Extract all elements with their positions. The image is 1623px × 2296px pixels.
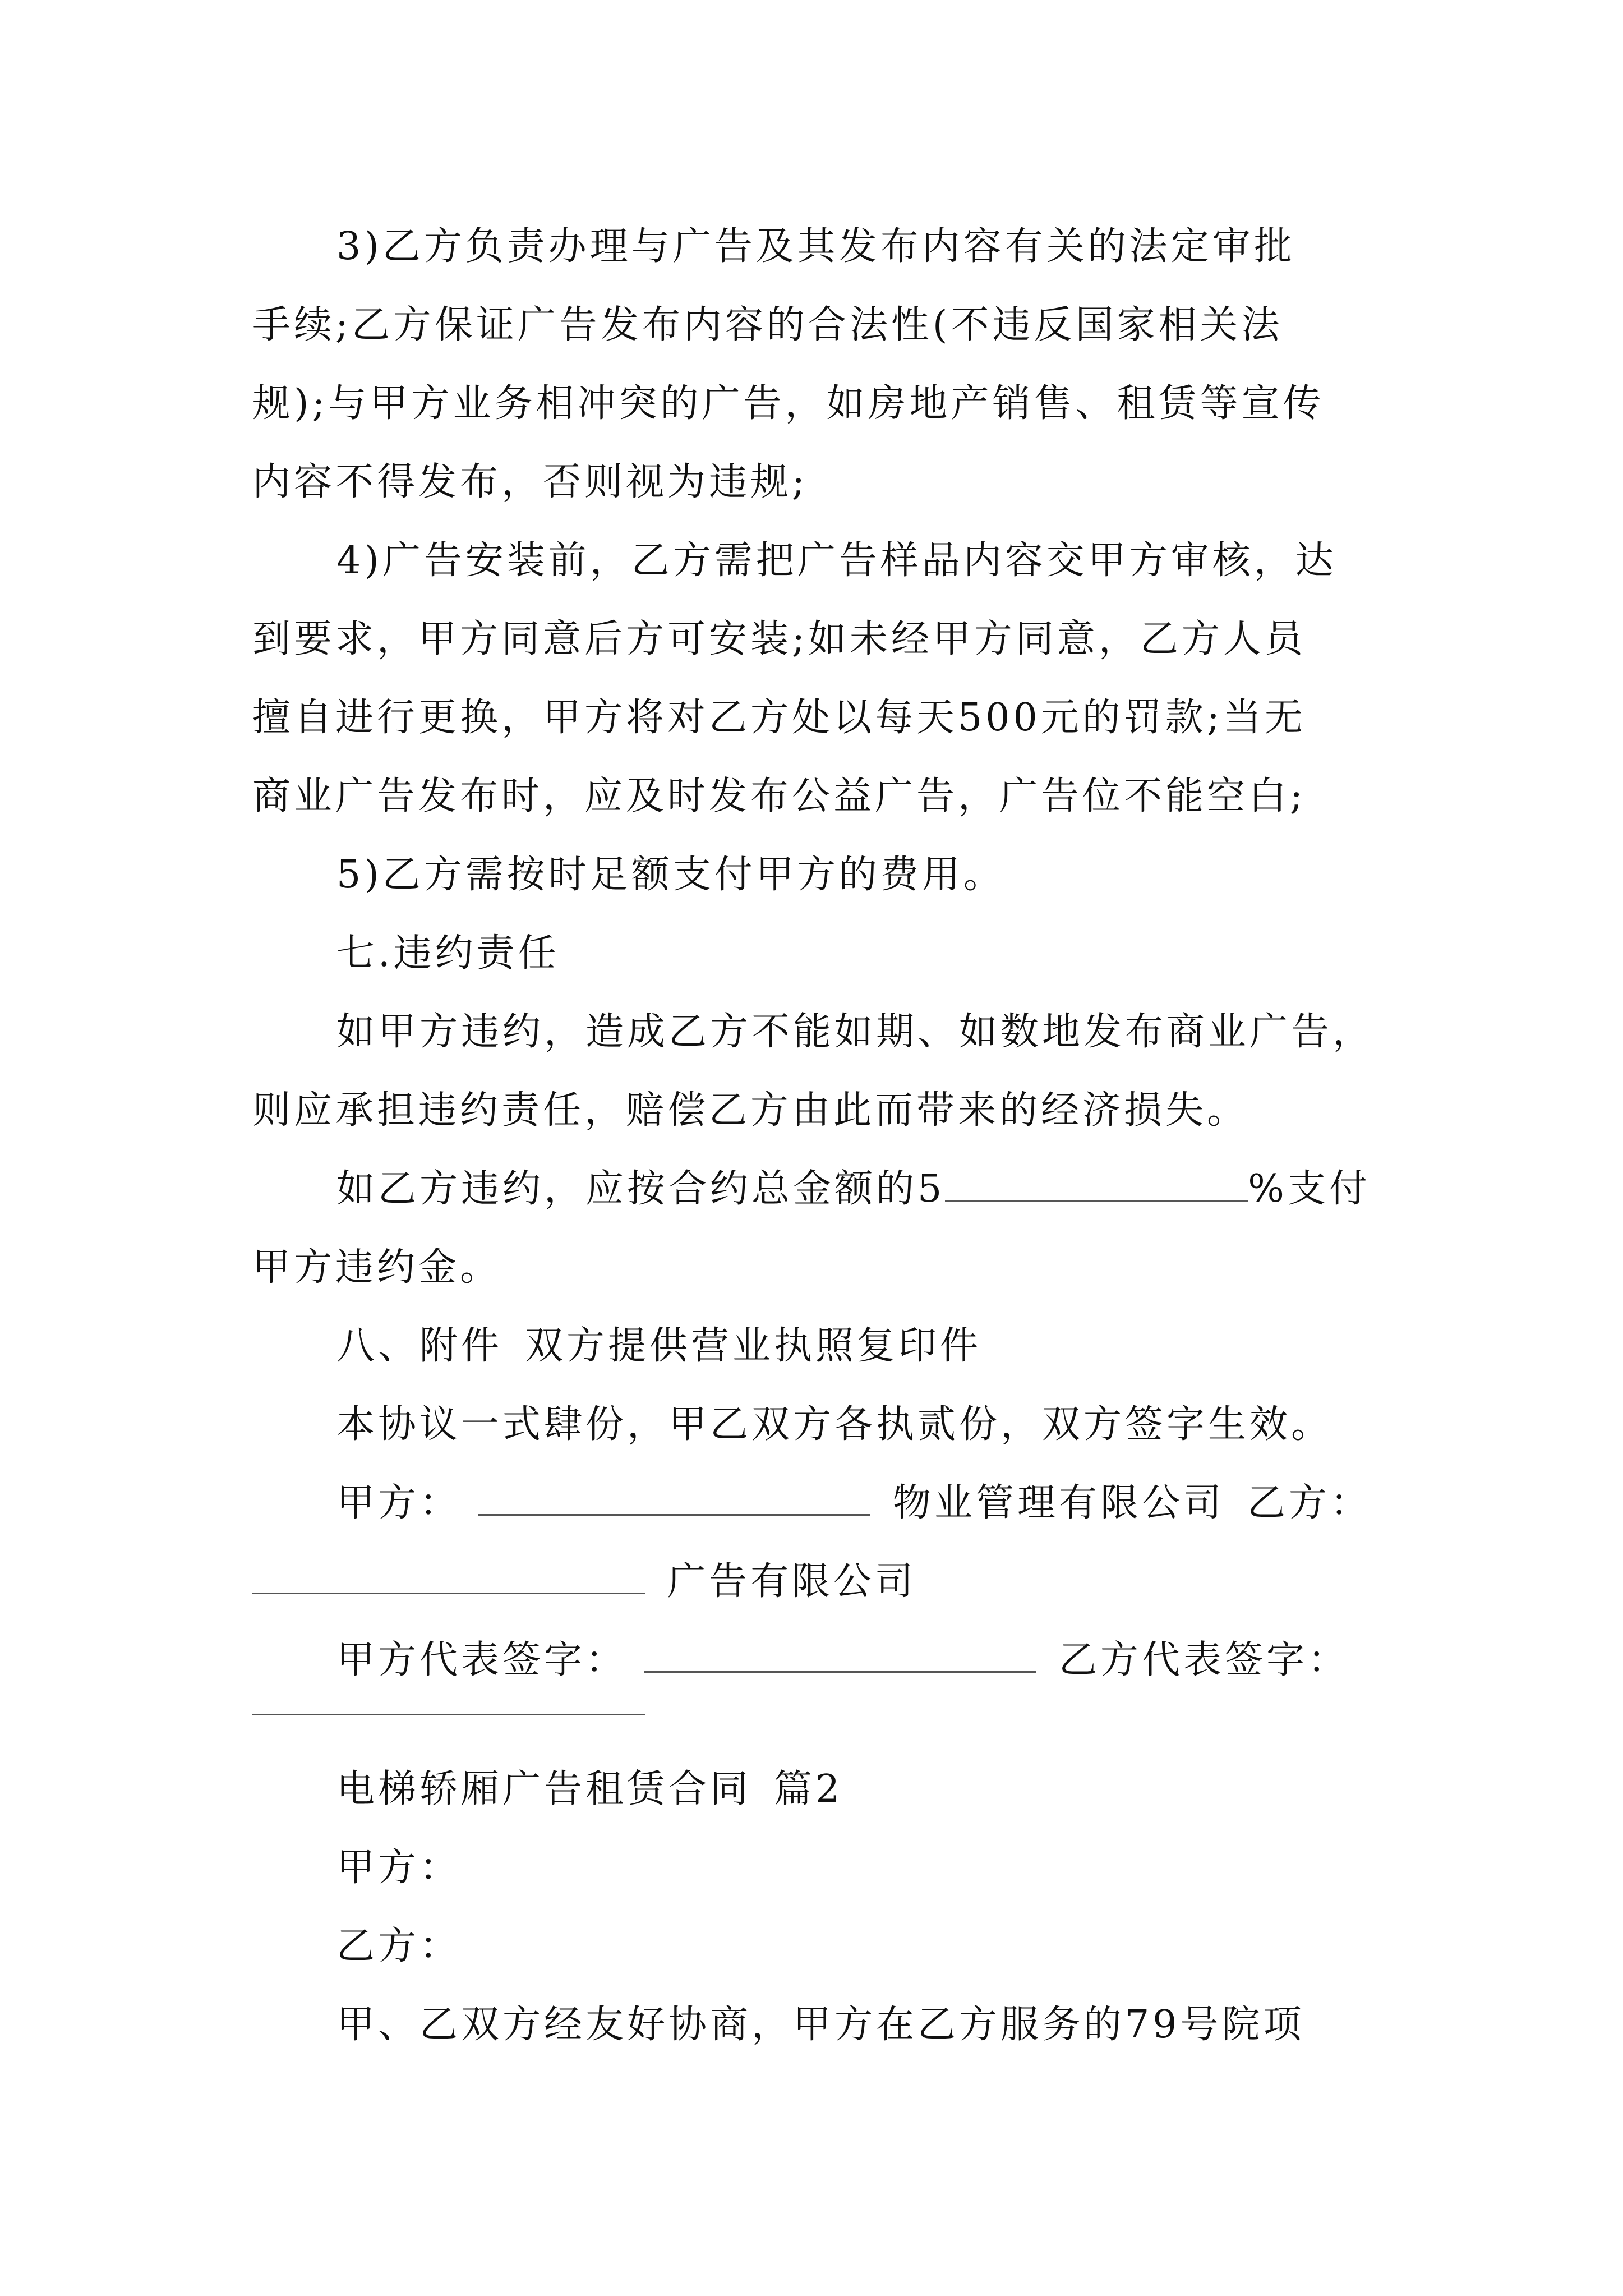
paragraph-line: 甲方违约金。 — [252, 1245, 502, 1290]
paragraph-line — [336, 1161, 1371, 1217]
paragraph-line: 则应承担违约责任，赔偿乙方由此而带来的经济损失。 — [252, 1088, 1249, 1133]
paragraph-line: 到要求，甲方同意后方可安装;如未经甲方同意，乙方人员 — [252, 617, 1306, 661]
party-b-line: 乙方： — [336, 1924, 462, 1968]
representative-signature-line — [336, 1632, 1349, 1688]
party-a-company: 物业管理有限公司 — [893, 1481, 1225, 1525]
contract-title-text: 电梯轿厢广告租赁合同 — [336, 1767, 752, 1811]
penalty-percent-blank — [945, 1166, 1248, 1202]
contract-title — [336, 1761, 843, 1818]
party-a-blank — [478, 1480, 870, 1516]
party-a-line: 甲方： — [336, 1846, 462, 1890]
paragraph-line: 4)广告安装前，乙方需把广告样品内容交甲方审核，达 — [336, 539, 1337, 583]
paragraph-line: 5)乙方需按时足额支付甲方的费用。 — [336, 853, 1005, 897]
party-b-rep-blank — [252, 1714, 645, 1715]
party-signature-line — [336, 1475, 1372, 1531]
paragraph-line: 手续;乙方保证广告发布内容的合法性(不违反国家相关法 — [252, 303, 1283, 347]
section-heading — [336, 1318, 981, 1374]
attachment-heading: 八、附件 — [336, 1324, 503, 1368]
penalty-text: 如乙方违约，应按合约总金额的5 — [336, 1167, 946, 1211]
party-a-rep-blank — [644, 1637, 1036, 1673]
paragraph-line: 3)乙方负责办理与广告及其发布内容有关的法定审批 — [336, 224, 1295, 269]
paragraph-line: 擅自进行更换，甲方将对乙方处以每天500元的罚款;当无 — [252, 696, 1306, 740]
party-a-label: 甲方： — [336, 1481, 462, 1525]
contract-part-label: 篇2 — [774, 1767, 843, 1811]
attachment-text: 双方提供营业执照复印件 — [525, 1324, 982, 1368]
paragraph-line: 本协议一式肆份，甲乙双方各执贰份，双方签字生效。 — [336, 1402, 1333, 1447]
paragraph-line: 如甲方违约，造成乙方不能如期、如数地发布商业广告， — [336, 1010, 1375, 1054]
penalty-suffix: %支付 — [1248, 1167, 1371, 1211]
party-b-rep-label: 乙方代表签字： — [1059, 1638, 1350, 1682]
party-a-rep-label: 甲方代表签字： — [336, 1638, 628, 1682]
paragraph-line: 规);与甲方业务相冲突的广告，如房地产销售、租赁等宣传 — [252, 381, 1325, 426]
party-signature-line — [252, 1554, 916, 1610]
party-b-label: 乙方： — [1247, 1481, 1372, 1525]
paragraph-line: 甲、乙双方经友好协商，甲方在乙方服务的79号院项 — [336, 2003, 1305, 2047]
paragraph-line: 内容不得发布，否则视为违规; — [252, 460, 808, 504]
party-b-blank — [252, 1559, 645, 1594]
paragraph-line: 商业广告发布时，应及时发布公益广告，广告位不能空白; — [252, 774, 1306, 818]
section-heading: 七.违约责任 — [336, 931, 560, 976]
party-b-company: 广告有限公司 — [667, 1559, 917, 1604]
